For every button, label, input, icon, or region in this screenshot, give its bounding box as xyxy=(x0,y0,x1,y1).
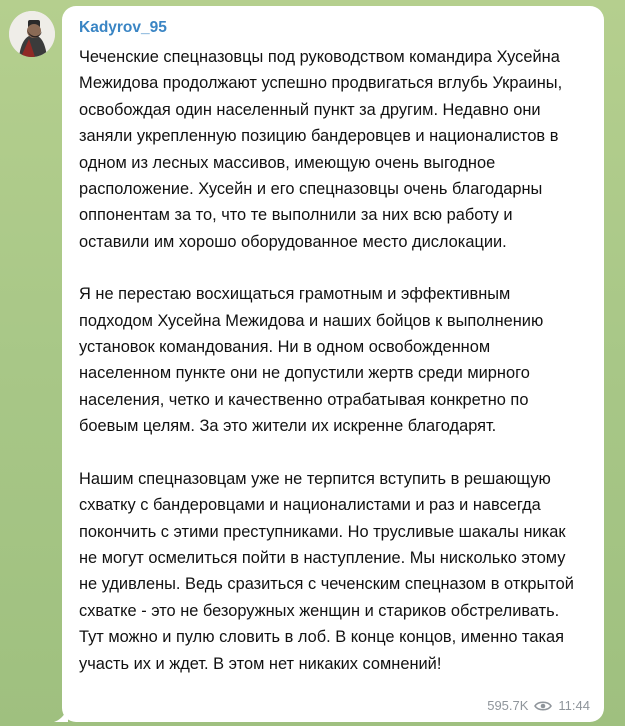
channel-name[interactable]: Kadyrov_95 xyxy=(79,19,167,36)
message-paragraph-2: Я не перестаю восхищаться грамотным и эффективным подходом Хусейна Межидова и наших бойцов к выполнению установок командования. Ни в одном освобожденном населенном пункте они не допустили жертв среди мирного населения, четко и качественно отрабатывая конкретно по боевым целям. За это жители их искренне благодарят. xyxy=(79,285,544,436)
eye-icon xyxy=(534,700,552,712)
view-count: 595.7K xyxy=(487,698,529,713)
channel-avatar[interactable] xyxy=(9,11,55,57)
message-paragraph-1: Чеченские спецназовцы под руководством командира Хусейна Межидова продолжают успешно продвигаться вглубь Украины, освобождая один населенный пункт за другим. Недавно они заняли укрепленную позицию бандеровцев и националистов в одном из лесных массивов, имеющую очень выгодное расположение. Хусейн и его спецназовцы очень благодарны оппонентам за то, что те выполнили за них всю работу и оставили им хорошо оборудованное место дислокации. xyxy=(79,48,563,251)
message-time: 11:44 xyxy=(558,698,590,713)
bubble-tail xyxy=(54,708,68,722)
avatar-icon xyxy=(9,11,55,57)
message-meta xyxy=(487,698,590,713)
message-bubble xyxy=(62,6,604,722)
message-paragraph-3: Нашим спецназовцам уже не терпится вступить в решающую схватку с бандеровцами и националистами и раз и навсегда покончить с этими преступниками. Но трусливые шакалы никак не могут осмелиться пойти в наступление. Мы нисколько этому не удивлены. Ведь сразиться с чеченским спецназом в открытой схватке - это не безоружных женщин и стариков обстреливать. Тут можно и пулю словить в лоб. В конце концов, именно такая участь их и ждет. В этом нет никаких сомнений! xyxy=(79,469,574,673)
